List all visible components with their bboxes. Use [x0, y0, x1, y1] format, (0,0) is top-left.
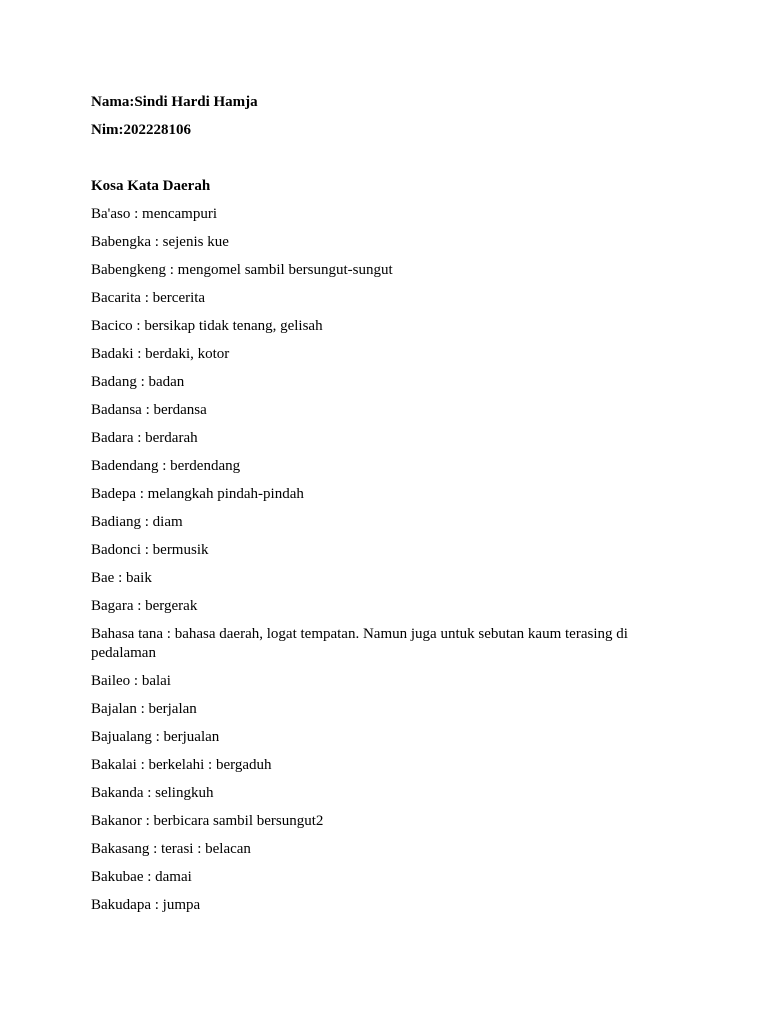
- vocab-entry: Bahasa tana : bahasa daerah, logat tempatan. Namun juga untuk sebutan kaum terasing di pedalaman: [91, 626, 628, 661]
- vocab-entry: Bakasang : terasi : belacan: [91, 841, 251, 857]
- vocab-entry: Bakalai : berkelahi : bergaduh: [91, 757, 272, 773]
- document-body: [91, 93, 651, 924]
- vocab-entry: Bajualang : berjualan: [91, 729, 220, 745]
- vocab-entry: Babengka : sejenis kue: [91, 234, 229, 250]
- vocab-entry: Badara : berdarah: [91, 430, 198, 446]
- blank-line: [91, 149, 651, 177]
- vocab-entry: Ba'aso : mencampuri: [91, 206, 217, 222]
- vocab-entry: Badaki : berdaki, kotor: [91, 346, 230, 362]
- student-name: Nama:Sindi Hardi Hamja: [91, 94, 258, 110]
- vocab-entry: Bakudapa : jumpa: [91, 897, 201, 913]
- vocab-entry: Babengkeng : mengomel sambil bersungut-sungut: [91, 262, 393, 278]
- student-nim: Nim:202228106: [91, 122, 191, 138]
- vocab-entry: Badendang : berdendang: [91, 458, 241, 474]
- vocab-entry: Badonci : bermusik: [91, 542, 209, 558]
- vocab-entry: Bakubae : damai: [91, 869, 192, 885]
- vocab-entry: Bajalan : berjalan: [91, 701, 197, 717]
- vocab-entry: Badiang : diam: [91, 514, 183, 530]
- vocab-entry: Bae : baik: [91, 570, 152, 586]
- vocab-entry: Badansa : berdansa: [91, 402, 207, 418]
- vocab-entry: Bakanor : berbicara sambil bersungut2: [91, 813, 324, 829]
- vocabulary-list: [91, 205, 651, 915]
- vocab-entry: Bacarita : bercerita: [91, 290, 206, 306]
- section-title: Kosa Kata Daerah: [91, 178, 211, 194]
- vocab-entry: Badepa : melangkah pindah-pindah: [91, 486, 304, 502]
- vocab-entry: Bacico : bersikap tidak tenang, gelisah: [91, 318, 323, 334]
- vocab-entry: Baileo : balai: [91, 673, 171, 689]
- vocab-entry: Bagara : bergerak: [91, 598, 198, 614]
- vocab-entry: Bakanda : selingkuh: [91, 785, 214, 801]
- vocab-entry: Badang : badan: [91, 374, 185, 390]
